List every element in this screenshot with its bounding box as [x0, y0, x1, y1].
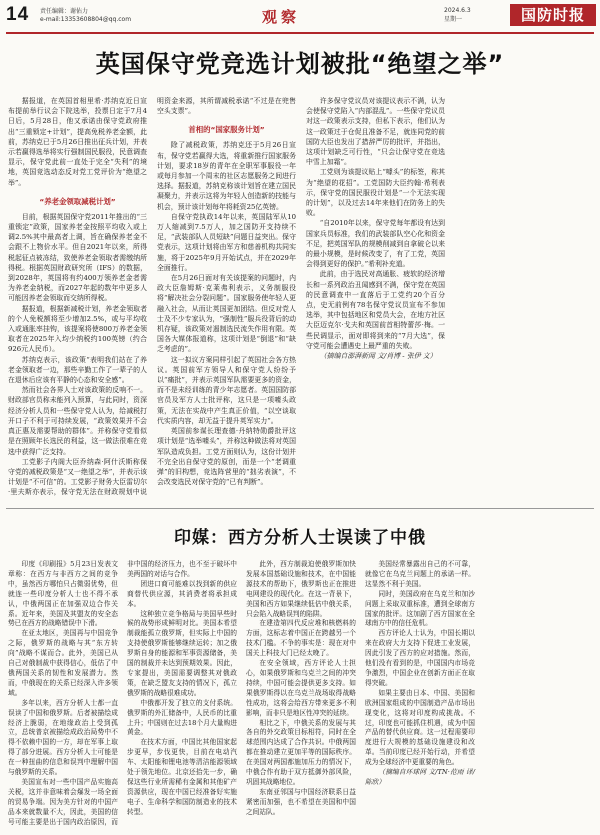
article1-paragraph: 这一拟议方案同样引起了英国社会各方热议。英国前军方领导人和保守党人纷纷予以“痛批”，并表示英国军队需要更多的资金，而不是未经训练的青少年志愿者。英国国防部官员及军方人士批评称，这只是一项噱头政策，无法在实战中产生真正价值，“以空谈取代实质内容，却无益于提升英军实力”。	[157, 355, 296, 425]
article2-paragraph: 美国宣布对一些中国产品实施高关税，这并非意味着会爆发一场全面的贸易争端。因为美方针对的中国产品本来就数量不大，因此，美国的信号可能主要是出于国内政治原因，而非中国的经济压力，也不至于破坏中美两国的对话与合作。	[8, 560, 237, 826]
article1-paragraph: 据报道，在英国首相里希·苏纳克近日宣布提前举行议会下院选举，投票日定于7月4日后，5月28日，他又承诺由保守党政府推出“三重锁定+计划”，提高免税养老金额，此前，苏纳克已于5月26日推出征兵计划，并表示若赢得选举将实行强制国民服役，民意调查显示，保守党此前一直处于完全“失利”的境地，英国竞选动态反对党工党评价为“绝望之举”。	[8, 97, 147, 187]
article1-paragraph: 在5月26日面对有关该提案的问题时，内政大臣詹姆斯·克莱弗利表示，义务制服役将“解决社会分裂问题”。国家服务使年轻人更融入社会，从而让英国更加团结。但反对党人士及不少专家认为，“强制性”服兵役背后的动机存疑，该政策对遏制选民流失作用有限。英国各大媒体报道称，这项计划是“倒退”和“缺乏考虑的”。	[157, 274, 296, 354]
article1-paragraph: 除了减税政策，苏纳克还于5月26日宣布，保守党若赢得大选，将重新推行国家服务计划，要求18岁的青年在全职军事服役一年或每月参加一个周末的社区志愿服务之间进行选择。据报道，苏纳克称该计划旨在建立国民凝聚力，并表示这将为年轻人创造新的技能与机会，预计该计划每年将耗资25亿英镑。	[157, 141, 296, 211]
article2-paragraph: 中俄都开发了独立的支付系统。俄罗斯的外汇储备中，人民币的比重上升；中国则在过去18个月大量购进黄金。	[127, 698, 237, 737]
article2-paragraph: 在技术方面，中国比其他国家起步更早，步伐更快，目前在电动汽车、太阳能和锂电池等清洁能源领域处于领先地位。北京还拾先一步，确保这些行业所需稀有金属和其他矿产资源供应，现在中国已经准备好实施电子、生命科学和国防制造业的技术转型。	[127, 738, 237, 816]
article2-paragraph: 在亚太地区，美国再与中国竞争之际，俄罗斯的战略与其“东方转向”战略不谋而合。此外，美国已从自己对俄制裁中获得信心，低估了中俄两国关系的韧性和发展潜力。然而，中俄现在的关系已经深入许多领域。	[8, 629, 118, 697]
issue-date	[444, 6, 471, 24]
article2-paragraph: 在建造第四代反应堆和核燃料的方面，这标志着中国正在跨越另一个技术门槛。不争的事实是：现在对中国关上科技大门已经太晚了。	[246, 619, 356, 658]
article1-paragraph: 自保守党执政14年以来，英国陆军从10万人缩减到7.5万人，加之国防开支持续不足，“武装部队人员短缺”问题日益突出。保守党表示，这项计划将由军方和慈善机构共同实施，将于2025年9月开始试点，并在2029年全面推行。	[157, 212, 296, 272]
article2-headline: 印媒：西方分析人士误读了中俄	[174, 528, 426, 548]
page-header	[0, 0, 600, 36]
article1-headline: 英国保守党竞选计划被批“绝望之举”	[95, 50, 505, 78]
article1-body	[8, 96, 594, 500]
date-text: 2024.6.3	[444, 7, 471, 14]
section-title: 观察	[262, 8, 301, 26]
article2-paragraph: 西方评论人士认为，中国长期以来在政府大力支持下促进工业发展，因此引发了西方的应对措施。然而，他们没有看到的是，中国国内市场竞争激烈，中国企业在创新方面正在取得突破。	[365, 629, 475, 687]
page-number: 14	[6, 4, 30, 25]
article-divider	[6, 508, 594, 509]
article2-paragraph: 如果主要由日本、中国、美国和欧洲国家组成的中国制造产品市场出现变化，这将对印度构成挑战。不过，印度也可能抓住机遇，成为中国产品的替代供应商。这一过程需要印度进行大规模的基础设施建设和改革。当前印度已经开始行动，并希望成为全球经济中更重要的角色。	[365, 688, 475, 767]
article1-subhead-2: 首相的“国家服务计划”	[188, 125, 265, 135]
article1-paragraph: 据报道，根据新减税计划，养老金领取者的个人免税额将至少增加2.5%，或与平均收入或通胀率挂钩，该提案将使800万养老金领取者在2025年入均少纳税约100英镑（约合926元人民币）。	[8, 304, 147, 354]
weekday-text: 星期一	[444, 16, 463, 23]
article2-paragraph: 东南亚邻国与中国经济联系日益紧密而加强，也不希望在美国和中国之间站队。	[246, 787, 356, 816]
article1-paragraph: 许多保守党议员对该提议表示不满，认为会使保守党陷入“内部混乱”。一些保守党议员对这一政策表示支持，但私下表示，他们认为这一政策过于仓促且准备不足，就连同党的前国防大臣也发出了措辞严厉的批评，并指出，这项计划缺乏可行性，“只会让保守党在竞选中雪上加霜”。	[306, 97, 445, 167]
editor-email: e-mail:13353608804@qq.com	[40, 16, 132, 23]
article2-credit: （摘编自环球网 文/TN·范雨 译/陈欣）	[365, 768, 475, 786]
article2-paragraph: 印度《印刷报》5月23日发表文章称：在西方与非西方之间的竞争中，虽然西方哪怕只占微弱优势，但就连一些印度分析人士也不得不承认，中俄两国正在加强双边合作关系。近年来，美国及其盟友的安全态势已在西方的战略错误中下滑。	[8, 560, 118, 628]
article1-paragraph: 苏纳克表示，该政策“表明我们站在了养老金领取者一边，那些辛勤工作了一辈子的人在退休后应该有平静的心态和安全感”。	[8, 355, 147, 385]
article2-body	[8, 560, 594, 830]
article1-paragraph: 目前，根据英国保守党2011年推出的“三重锁定”政策，国家养老金按照平均收入或上调2.5%其中最高者上调，旨在确保养老金不会跟不上物价水平。但自2021年以来，所得税起征点被冻结，致使养老金领取者需缴纳所得税。根据英国财政研究所（IFS）的数据，到2028年，英国将有约400万领养老金者需为养老金纳税，而2027年起的数年中更多人可能因养老金领取而交纳所得税。	[8, 212, 147, 303]
newspaper-logo: 国防时报	[510, 4, 596, 26]
article2-paragraph: 这种独立竞争格局与美国早些时候的战势形成鲜明对比。美国本希望制裁能孤立俄罗斯，但实际上中国的支持使俄罗斯能够继续运转；加之俄罗斯自身的能源和军事资源储备，美国的制裁并未达到预期效果。因此，专家提出，美国需要调整其对俄政策，在缺乏盟友支持的情况下，孤立俄罗斯的战略很难成功。	[127, 609, 237, 697]
header-rule	[6, 32, 594, 34]
article2-paragraph: 相比之下，中俄关系的发展与其各自的外交政策目标相符，同时在全球范围内达成了合作共识。中俄两国都在推动建立更加平等的国际秩序。在美国对两国都施加压力的情况下，中俄合作有助于双方抵御外部风险，巩固其战略地位。	[246, 718, 356, 786]
article2-paragraph: 多年以来，西方分析人士都一直误读了中国和俄罗斯。后者被描绘成经济上脆弱，在地缘政治上受到孤立，总统普京被描绘成政治局势中不得不依赖中国的一方，却在军事上取得了部分进展。西方分析人士可能是在一种扭曲的信息和误判中理解中国与俄罗斯的关系。	[8, 698, 118, 777]
article1-paragraph: 然而社会各界人士对该政策的反响不一。财政部官员称未能列入预算，与此同时，资深经济分析人员和一些保守党人认为，给减税打开口子不利于可持续发展，“政策效果并不会真正惠及需要帮助的群体”。并称保守党看似是在照顾年长选民的利益，这一做法很难在竞选中获得广泛支持。	[8, 386, 147, 456]
article1-paragraph: 英国前参谋长理查德·丹纳特勋爵批评这项计划是“选举噱头”，并称这种做法将对英国军队造成负担。工党方面则认为，这份计划并不完全出自保守党的原创，而是一个“老调重弹”的旧构想，竞选阵营里的“拙劣表演”，不会改变选民对保守党的“已有判断”。	[157, 427, 296, 487]
article1-paragraph: 工党影子内阁大臣乔纳森·阿什沃斯称保守党的减税政策是“又一绝望之举”，并表示该计划是“不可信”的。工党影子财务大臣雷切尔·里夫斯亦表示，保守党无法在财政规划中说明资金来源，其所谓减税承诺“不过是在兜售空头支票”。	[8, 97, 296, 497]
article1-credit: （摘编自澎湃新闻 文/肖博 - 张伊 文）	[319, 352, 437, 361]
article2-paragraph: 团进口商可能难以找到新的供应商替代供应源，其消费者将承担成本。	[127, 579, 237, 608]
article2-paragraph: 同时，美国政府在乌克兰和加沙问题上采取双重标准，遭到全球南方国家的批评。这加剧了西方国家在全球南方中的信任危机。	[365, 589, 475, 628]
article1-paragraph: “自2010年以来，保守党每年都设有达到国家兵员标准，我们的武装部队空心化和资金不足，把英国军队的规模削减到自拿破仑以来的最小规模，是时候改变了，有了工党，英国会得到更好的保护。”希利补充道。	[306, 219, 445, 269]
editor-name: 责任编辑：谢佑力	[40, 8, 89, 15]
article2-paragraph: 美国经常暴露出自己的不可靠，就像它在乌克兰问题上的承诺一样。这显然不利于美国。	[365, 560, 475, 588]
article2-paragraph: 此外，西方制裁迫使俄罗斯加快发展本国基础设施和技术，在中国能源技术的帮助下，俄罗斯也正在推进电网建设的现代化。在这一背景下，美国和西方如果继续低估中俄关系，只会陷入战略误判的陷阱。	[246, 560, 356, 618]
article1-paragraph: 此前，由于选民对高通胀、疲软的经济增长和一系列政治丑闻感到不满，保守党在英国的民意调查中一直落后于工党约20个百分点，史无前例有78名保守党议员宣布不参加选举，其中包括地区和党员大会，在地方社区大臣迈克尔·戈夫和英国前首相特蕾莎·梅。一些民调显示，面对即将到来的“7月大选”，保守党可能会遭遇史上最严重的失败。	[306, 270, 445, 350]
article1-subhead-1: “养老金领取减税计划”	[39, 196, 116, 206]
editor-info	[40, 8, 131, 24]
article1-paragraph: 工党则为该提议贴上“噱头”的标签，称其为“绝望的花招”。工党国防大臣约翰·希利表示，保守党的国民服役计划是“一个无法实现的计划”，以及过去14年来他们在防务上的失败。	[306, 168, 445, 218]
article2-paragraph: 在安全领域，西方评论人士担心，如果俄罗斯和乌克兰之间的冲突持续，中国可能会提供更多支持。如果俄罗斯得以在乌克兰战场取得战略性成功，这将会给西方带来更多不利影响，而非只是地区性冲突的延续。	[246, 659, 356, 717]
